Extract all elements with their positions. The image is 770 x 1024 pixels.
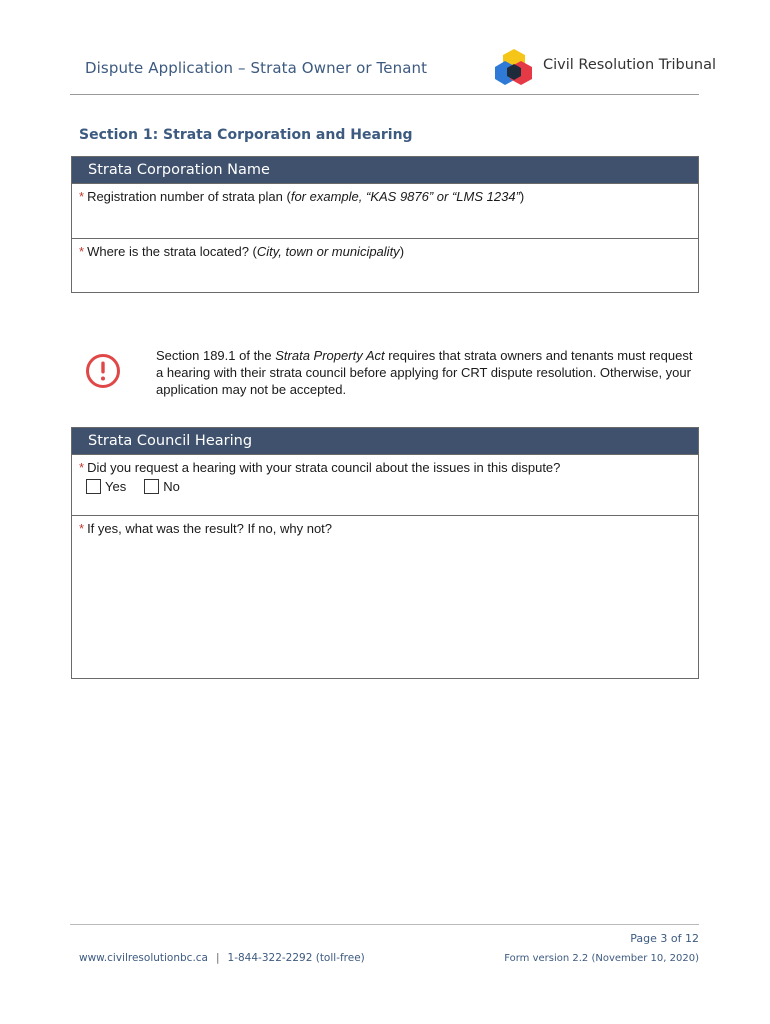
registration-example: for example, “KAS 9876” or “LMS 1234” — [290, 189, 520, 204]
hearing-options — [79, 479, 698, 494]
alert-circle-icon — [85, 353, 121, 389]
required-mark: * — [79, 244, 85, 259]
strata-council-heading: Strata Council Hearing — [72, 428, 698, 455]
required-mark: * — [79, 460, 85, 475]
notice-act-name: Strata Property Act — [275, 348, 385, 363]
hearing-request-field — [72, 455, 698, 516]
crt-logo — [494, 47, 716, 89]
logo-text: Civil Resolution Tribunal — [543, 57, 716, 73]
location-label: Where is the strata located? ( — [87, 244, 257, 259]
registration-number-field[interactable] — [72, 184, 698, 239]
no-checkbox[interactable] — [144, 479, 159, 494]
phone-number: 1-844-322-2292 (toll-free) — [227, 952, 365, 964]
hearing-question-label: Did you request a hearing with your strata council about the issues in this dispute? — [87, 460, 561, 475]
document-title: Dispute Application – Strata Owner or Tenant — [85, 59, 428, 77]
section-title: Section 1: Strata Corporation and Hearing — [79, 127, 413, 143]
strata-location-field[interactable] — [72, 239, 698, 292]
no-label: No — [163, 479, 180, 494]
registration-close: ) — [519, 189, 525, 204]
header-divider — [70, 94, 699, 95]
strata-council-box — [71, 427, 699, 679]
footer-contact — [79, 952, 365, 964]
footer-divider — [70, 924, 699, 925]
yes-label: Yes — [105, 479, 127, 494]
notice-text-before: Section 189.1 of the — [156, 348, 276, 363]
location-example: City, town or municipality — [256, 244, 400, 259]
no-option[interactable] — [144, 479, 180, 494]
strata-corporation-box — [71, 156, 699, 293]
form-version: Form version 2.2 (November 10, 2020) — [504, 953, 699, 964]
hearing-result-field[interactable] — [72, 516, 698, 678]
yes-option[interactable] — [86, 479, 126, 494]
yes-checkbox[interactable] — [86, 479, 101, 494]
registration-label: Registration number of strata plan ( — [87, 189, 291, 204]
website-link[interactable]: www.civilresolutionbc.ca — [79, 952, 208, 964]
required-mark: * — [79, 521, 85, 536]
page-number: Page 3 of 12 — [630, 932, 699, 945]
hearing-notice — [156, 347, 696, 398]
notice-text-after: requires that strata owners and tenants must request a hearing with their strata council before applying for CRT dispute resolution. Otherwise, your application may not be accepted. — [156, 348, 693, 397]
location-close: ) — [399, 244, 405, 259]
required-mark: * — [79, 189, 85, 204]
crt-logo-icon — [494, 47, 540, 89]
strata-corporation-heading: Strata Corporation Name — [72, 157, 698, 184]
result-question-label: If yes, what was the result? If no, why not? — [87, 521, 333, 536]
footer-separator: | — [215, 952, 220, 964]
